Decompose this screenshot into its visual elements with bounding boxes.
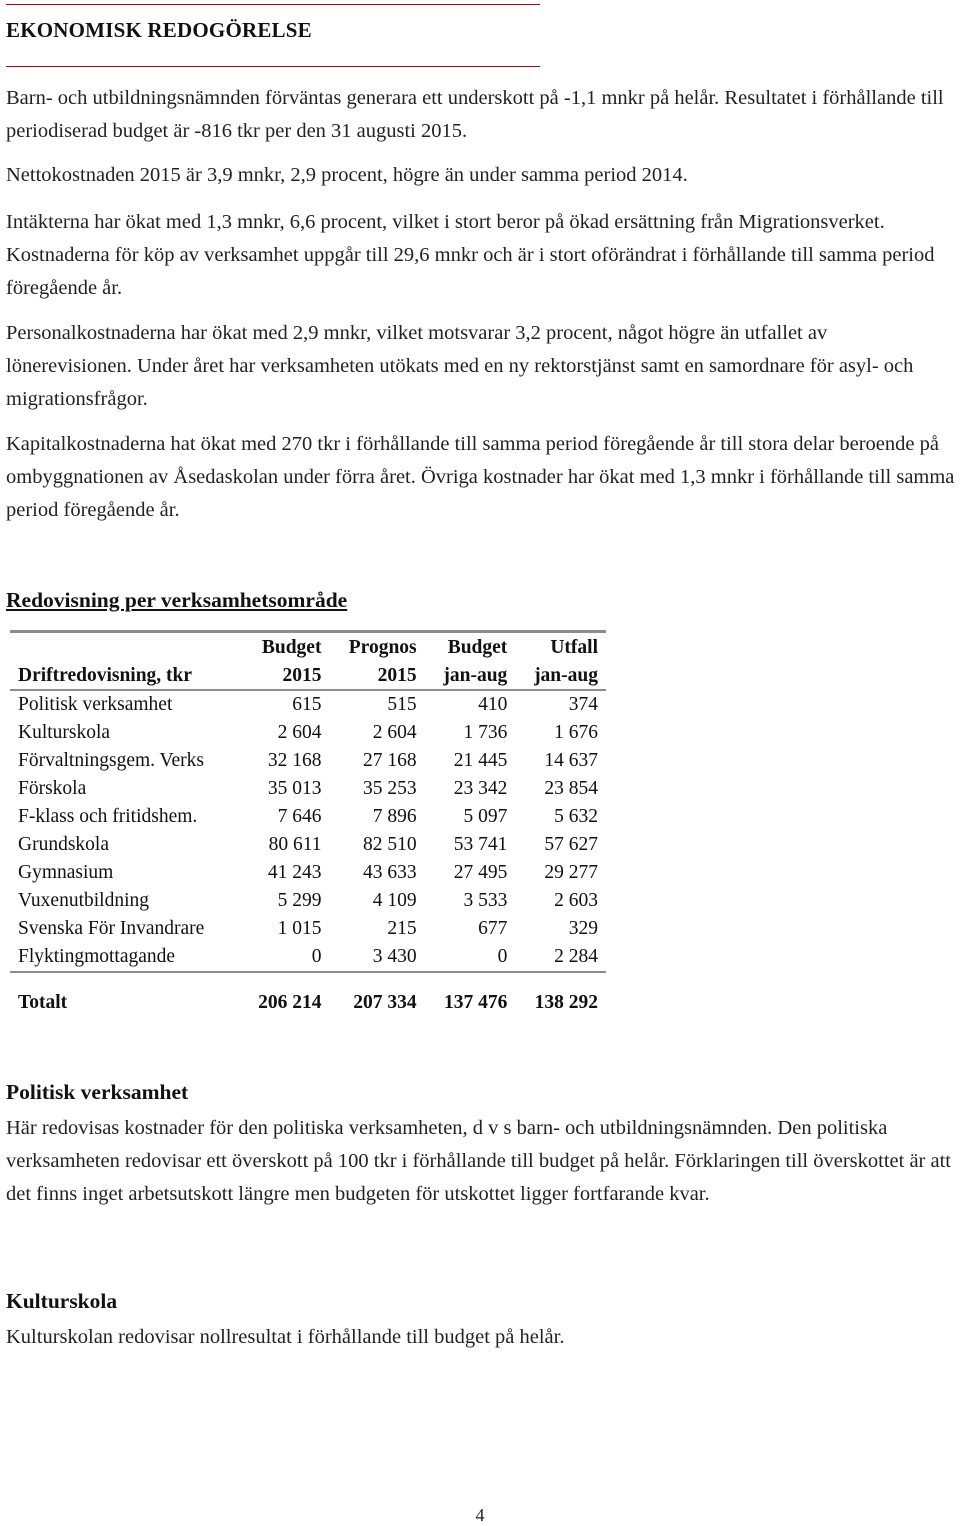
table-row [10,747,606,775]
kulturskola-paragraph: Kulturskolan redovisar nollresultat i förhållande till budget på helår. [6,1326,565,1348]
table-row [10,859,606,887]
table-cell: 215 [387,918,417,939]
row-label: Svenska För Invandrare [18,918,205,939]
table-row [10,690,606,719]
table-cell: 29 277 [544,862,598,883]
table-cell: 410 [478,694,508,715]
row-label: F-klass och fritidshem. [18,806,198,827]
table-cell: 43 633 [363,862,417,883]
table-cell: 14 637 [544,750,598,771]
total-cell: 206 214 [258,992,322,1013]
table-row [10,719,606,747]
row-label: Kulturskola [18,722,111,743]
table-cell: 35 253 [363,778,417,799]
total-cell: 137 476 [443,992,508,1013]
column-header-line1: Utfall [515,632,606,662]
table-cell: 27 495 [453,862,508,883]
row-label: Grundskola [18,834,109,855]
row-label: Politisk verksamhet [18,694,173,715]
page-number: 4 [475,1505,485,1525]
table-cell: 0 [239,943,329,972]
table-row [10,887,606,915]
table-cell: 82 510 [363,834,417,855]
intro-paragraph-3: Intäkterna har ökat med 1,3 mnkr, 6,6 procent, vilket i stort beror på ökad ersättning från Migrationsverket. Kostnaderna för köp av verksamhet uppgår till 29,6 mnkr och är i stort oförändrat i förhållande till samma period föregående år. [6,211,935,299]
table-cell: 2 284 [515,943,606,972]
table-cell: 3 430 [329,943,424,972]
table-cell: 1 736 [463,722,508,743]
table-cell: 57 627 [544,834,598,855]
table-row [10,831,606,859]
total-cell: 138 292 [534,992,598,1013]
table-cell: 7 646 [277,806,322,827]
table-cell: 0 [425,943,516,972]
table-row [10,803,606,831]
kulturskola-heading: Kulturskola [6,1289,118,1313]
intro-paragraph-4: Personalkostnaderna har ökat med 2,9 mnkr, vilket motsvarar 3,2 procent, något högre än utfallet av lönerevisionen. Under året har verksamheten utökats med en ny rektorstjänst samt en samordnare för asyl- och migrationsfrågor. [6,322,914,410]
table-cell: 1 676 [554,722,598,743]
intro-paragraph-5: Kapitalkostnaderna hat ökat med 270 tkr i förhållande till samma period föregående år till stora delar beroende på ombyggnationen av Åsedaskolan under förra året. Övriga kostnader har ökat med 1,3 mnkr i förhållande till samma period föregående år. [6,433,955,521]
table-cell: 1 015 [277,918,322,939]
table-cell: 4 109 [372,890,417,911]
column-header-line2: 2015 [239,661,329,690]
table-cell: 2 604 [372,722,417,743]
intro-paragraph-2: Nettokostnaden 2015 är 3,9 mnkr, 2,9 procent, högre än under samma period 2014. [6,164,688,186]
table-cell: 7 896 [372,806,417,827]
section-title: Redovisning per verksamhetsområde [6,588,348,612]
table-body [10,690,606,972]
row-label: Förskola [18,778,87,799]
column-header-line1: Prognos [329,632,424,662]
table-cell: 5 097 [463,806,508,827]
row-label: Vuxenutbildning [18,890,149,911]
table-cell: 2 603 [554,890,598,911]
table-cell: 515 [387,694,417,715]
table-cell: 2 604 [277,722,322,743]
table-cell: 5 299 [277,890,322,911]
table-row [10,943,606,972]
table-cell: 41 243 [267,862,322,883]
total-row [10,989,606,1017]
table-cell: 5 632 [554,806,598,827]
table-cell: 677 [478,918,508,939]
page-title: EKONOMISK REDOGÖRELSE [6,18,312,42]
table-cell: 374 [568,694,598,715]
table-cell: 3 533 [463,890,508,911]
table-cell: 329 [568,918,598,939]
label-column-header: Driftredovisning, tkr [10,661,239,690]
header-rule-top [6,4,540,5]
budget-table [10,630,606,1017]
table-row [10,775,606,803]
total-cell: 207 334 [353,992,417,1013]
total-label: Totalt [18,992,68,1013]
table-cell: 23 342 [453,778,508,799]
row-label: Förvaltningsgem. Verks [18,750,204,771]
table-cell: 21 445 [453,750,508,771]
table-header-row [10,661,606,690]
row-label: Gymnasium [18,862,114,883]
column-header-line2: jan-aug [515,661,606,690]
row-label: Flyktingmottagande [10,943,239,972]
header-rule-bottom [6,66,540,67]
table-cell: 32 168 [267,750,322,771]
intro-paragraph-1: Barn- och utbildningsnämnden förväntas generara ett underskott på -1,1 mnkr på helår. Resultatet i förhållande till periodiserad budget är -816 tkr per den 31 augusti 2015. [6,87,944,142]
table-cell: 23 854 [544,778,598,799]
table-cell: 80 611 [268,834,322,855]
column-header-line1: Budget [239,632,329,662]
politisk-heading: Politisk verksamhet [6,1080,189,1104]
table-cell: 615 [292,694,322,715]
column-header-line1: Budget [425,632,516,662]
table-row [10,915,606,943]
politisk-paragraph: Här redovisas kostnader för den politiska verksamheten, d v s barn- och utbildningsnämnden. Den politiska verksamheten redovisar ett överskott på 100 tkr i förhållande till budget på helår. Förklaringen till överskottet är att det finns inget arbetsutskott längre men budgeten för utskottet ligger fortfarande kvar. [6,1117,952,1205]
column-header-line2: 2015 [329,661,424,690]
table-cell: 53 741 [453,834,508,855]
table-header-row [10,632,606,662]
column-header-line2: jan-aug [425,661,516,690]
table-cell: 35 013 [267,778,322,799]
table-cell: 27 168 [363,750,417,771]
